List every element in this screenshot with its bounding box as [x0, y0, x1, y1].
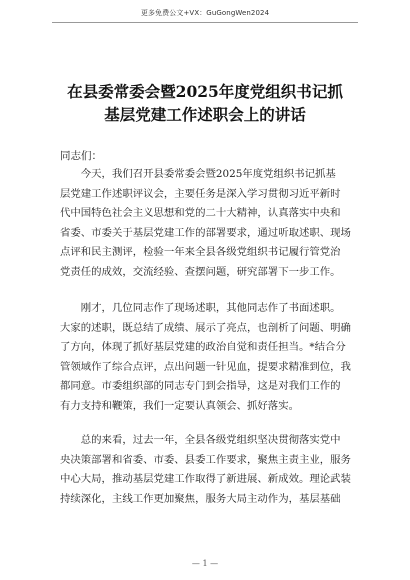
paragraph-1	[60, 165, 352, 282]
paragraph-3	[60, 431, 352, 509]
paragraph-line: 都同意。市委组织部的同志专门到会指导，这是对我们工作的	[60, 380, 341, 392]
document-title	[40, 80, 370, 126]
header-rule	[52, 22, 358, 23]
paragraph-2	[60, 299, 352, 416]
paragraph-line: 刚才，几位同志作了现场述职，其他同志作了书面述职。	[60, 302, 341, 314]
title-line-2: 基层党建工作述职会上的讲话	[104, 105, 306, 124]
page-number: — 1 —	[191, 559, 219, 568]
paragraph-line: 总的来看，过去一年，全县各级党组织坚决贯彻落实党中	[60, 434, 341, 446]
paragraph-line: 代中国特色社会主义思想和党的二十大精神，认真落实中央和	[60, 207, 341, 219]
paragraph-line: 央决策部署和省委、市委、县委工作要求，聚焦主责主业，服务	[60, 453, 351, 466]
paragraph-line: 层党建工作述职评议会，主要任务是深入学习贯彻习近平新时	[60, 187, 341, 200]
paragraph-line: 有力支持和鞭策，我们一定要认真领会、抓好落实。	[60, 399, 299, 412]
paragraph-line: 今天，我们召开县委常委会暨2025年度党组织书记抓基	[60, 168, 336, 180]
paragraph-line: 管领域作了综合点评，点出问题一针见血，提要求精准到位，我	[60, 360, 351, 373]
paragraph-line: 大家的述职，既总结了成绩、展示了亮点，也剖析了问题、明确	[60, 321, 351, 334]
header-note: 更多免费公文+VX：GuGongWen2024	[140, 9, 270, 17]
paragraph-line: 中心大局，推动基层党建工作取得了新进展、新成效。理论武装	[60, 473, 351, 485]
salutation: 同志们：	[60, 150, 102, 162]
title-line-1: 在县委常委会暨2025年度党组织书记抓	[67, 82, 343, 101]
paragraph-line: 省委、市委关于基层党建工作的部署要求，通过听取述职、现场	[60, 226, 351, 239]
paragraph-line: 持续深化，主线工作更加聚焦，服务大局主动作为，基层基础	[60, 492, 341, 505]
paragraph-line: 了方向，体现了抓好基层党建的政治自觉和责任担当。*结合分	[60, 341, 346, 353]
paragraph-line: 点评和民主测评，检验一年来全县各级党组织书记履行管党治	[60, 246, 341, 258]
paragraph-line: 党责任的成效，交流经验、查摆问题，研究部署下一步工作。	[60, 265, 341, 278]
